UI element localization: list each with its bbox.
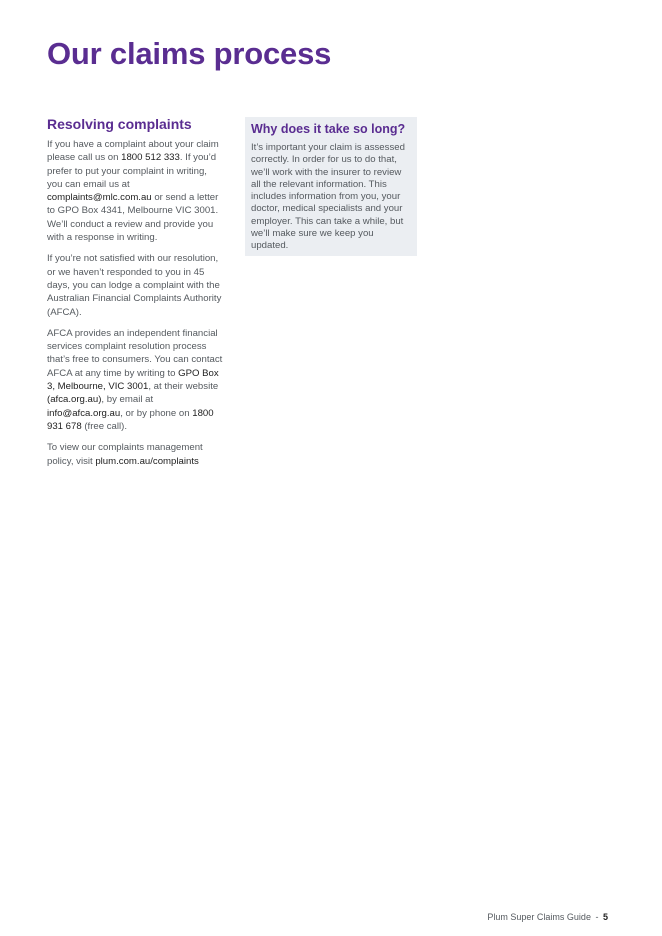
afca-escalation-paragraph: If you’re not satisfied with our resolution, or we haven’t responded to you in 45 days, you can lodge a complaint with the Australian Financial Complaints Authority (AFCA). (47, 253, 222, 318)
afca-address: GPO Box 3, Melbourne, VIC 3001 (47, 367, 219, 393)
text: (free call). (81, 420, 128, 432)
text: If you have a complaint about your claim please call us on (47, 139, 219, 164)
section-heading: Resolving complaints (47, 116, 192, 132)
text: To view our complaints management policy, visit (47, 442, 203, 467)
text: AFCA provides an independent financial services complaint resolution process that’s free to consumers. You can contact AFCA at any time by writing to (47, 327, 223, 379)
complaints-section (47, 116, 223, 476)
text: , by email at (101, 394, 154, 406)
complaints-policy-link[interactable]: plum.com.au/complaints (95, 455, 199, 467)
page-footer (487, 912, 608, 922)
guide-title: Plum Super Claims Guide (487, 912, 591, 922)
phone-number[interactable]: 1800 512 333 (121, 152, 180, 164)
callout-heading: Why does it take so long? (251, 122, 406, 136)
afca-email-link[interactable]: info@afca.org.au (47, 407, 121, 419)
afca-phone-number[interactable]: 1800 931 678 (47, 407, 214, 432)
callout-body: It’s important your claim is assessed correctly. In order for us to do that, we’ll work with the insurer to review all the relevant information. This includes information from you, your doctor, medical specialists and your employer. This can take a while, but we’ll make sure we keep you updated. (251, 142, 405, 252)
page-number: 5 (602, 912, 608, 922)
afca-website-link[interactable]: (afca.org.au) (47, 394, 102, 406)
text: or send a letter to GPO Box 4341, Melbourne VIC 3001. We’ll conduct a review and provide you with a response in writing. (47, 192, 219, 244)
text: . If you’d prefer to put your complaint in writing, you can email us at (47, 152, 217, 190)
page-title: Our claims process (47, 36, 332, 71)
complaint-contact-paragraph (47, 138, 223, 244)
text: , or by phone on (120, 407, 193, 419)
afca-contact-paragraph (47, 327, 223, 433)
footer-separator: - (595, 912, 599, 922)
email-link[interactable]: complaints@mlc.com.au (47, 192, 152, 204)
callout-box (245, 117, 417, 256)
policy-paragraph (47, 441, 223, 468)
text: , at their website (148, 381, 219, 393)
